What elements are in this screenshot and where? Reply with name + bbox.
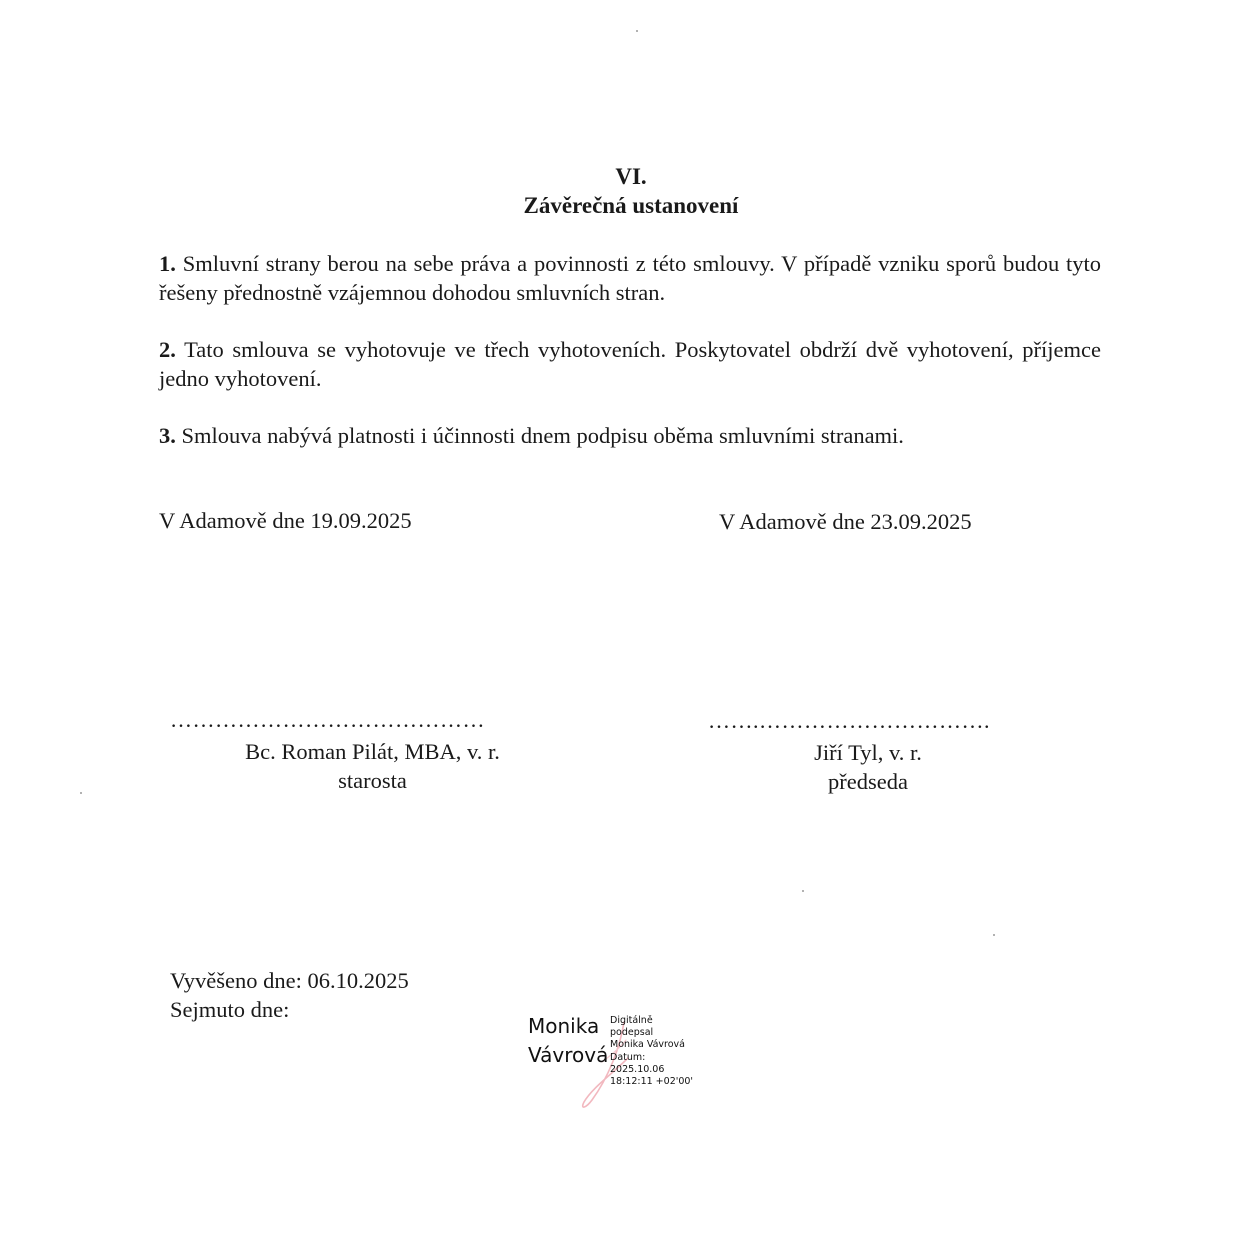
signatory-name: Bc. Roman Pilát, MBA, v. r. (245, 739, 500, 764)
paragraph-3 (159, 421, 1101, 450)
signature-line-left: …………………………………… (170, 707, 485, 732)
scan-speck (802, 890, 804, 892)
signature-details (610, 1015, 706, 1088)
signature-line: Datum: (610, 1051, 646, 1063)
scan-speck (993, 934, 995, 936)
signatory-role: starosta (338, 768, 407, 793)
paragraph-number: 1. (159, 251, 176, 276)
posted-date: Vyvěšeno dne: 06.10.2025 (170, 968, 409, 993)
signatory-role: předseda (828, 769, 908, 794)
paragraph-text: Tato smlouva se vyhotovuje ve třech vyhotoveních. Poskytovatel obdrží dvě vyhotovení, příjemce jedno vyhotovení. (159, 337, 1102, 391)
scan-speck (636, 30, 638, 32)
signatory-left (200, 737, 545, 795)
signature-line: Digitálně (610, 1015, 653, 1026)
signatory-right (698, 738, 1038, 796)
paragraph-number: 3. (159, 423, 176, 448)
signature-line: Monika Vávrová (610, 1039, 686, 1051)
scan-speck (80, 792, 82, 794)
signature-line: 18:12:11 +02'00' (610, 1076, 694, 1088)
signer-name: Monika Vávrová (528, 1014, 609, 1067)
signature-line-right: …….…………………………. (708, 708, 990, 733)
signature-line: 2025.10.06 (610, 1063, 665, 1075)
paragraph-number: 2. (159, 337, 176, 362)
paragraph-2 (159, 335, 1101, 393)
place-date-left: V Adamově dne 19.09.2025 (159, 508, 412, 533)
paragraph-1 (159, 249, 1101, 307)
signature-line: podepsal (610, 1027, 654, 1039)
posting-info (170, 966, 409, 1024)
section-title: Závěrečná ustanovení (523, 193, 739, 218)
paragraph-text: Smlouva nabývá platnosti i účinnosti dnem podpisu oběma smluvními stranami. (181, 423, 904, 448)
signatory-name: Jiří Tyl, v. r. (814, 740, 922, 765)
digital-signature (528, 1012, 708, 1107)
paragraph-text: Smluvní strany berou na sebe práva a povinnosti z této smlouvy. V případě vzniku sporů budou tyto řešeny přednostně vzájemnou dohodou smluvních stran. (159, 251, 1102, 305)
removed-date: Sejmuto dne: (170, 997, 290, 1022)
section-number: VI. (615, 164, 647, 189)
place-date-right: V Adamově dne 23.09.2025 (719, 509, 972, 534)
